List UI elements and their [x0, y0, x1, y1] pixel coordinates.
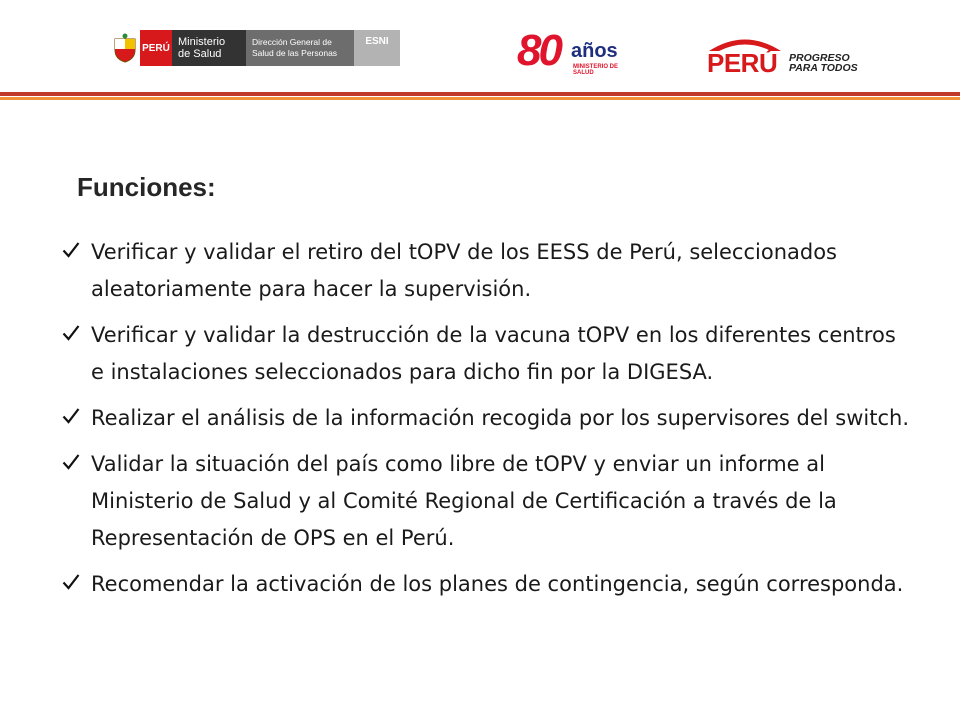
minsa-logo	[110, 30, 400, 66]
divider-red	[0, 92, 960, 96]
minsa-unit: ESNI	[354, 30, 400, 66]
government-logo	[703, 34, 878, 78]
list-item	[62, 400, 912, 437]
government-motto	[789, 53, 858, 73]
list-item-text: Verificar y validar la destrucción de la vacuna tOPV en los diferentes centros e instalaciones seleccionados para dicho fin por la DIGESA.	[91, 323, 896, 384]
functions-list	[62, 234, 912, 612]
list-item	[62, 446, 912, 557]
list-item	[62, 234, 912, 308]
page-title: Funciones:	[77, 172, 216, 202]
list-item	[62, 566, 912, 603]
anniversary-number: 80	[517, 26, 560, 75]
list-item-text: Realizar el análisis de la información recogida por los supervisores del switch.	[91, 406, 910, 430]
checkmark-icon	[62, 241, 80, 259]
minsa-direction: Dirección General de Salud de las Personas	[246, 30, 354, 66]
anniversary-word: años	[571, 40, 618, 62]
divider-orange	[0, 97, 960, 100]
list-item	[62, 317, 912, 391]
header-logos	[0, 0, 960, 100]
minsa-ministry: Ministerio de Salud	[172, 30, 246, 66]
list-item-text: Recomendar la activación de los planes de contingencia, según corresponda.	[91, 572, 904, 596]
list-item-text: Verificar y validar el retiro del tOPV de los EESS de Perú, seleccionados aleatoriamente para hacer la supervisión.	[91, 240, 838, 301]
government-country: PERÚ	[707, 48, 778, 78]
anniversary-sub: MINISTERIO DE SALUD	[573, 64, 619, 76]
checkmark-icon	[62, 453, 80, 471]
motto-line-1: PROGRESO	[789, 52, 850, 64]
checkmark-icon	[62, 324, 80, 342]
minsa-country: PERÚ	[140, 30, 172, 66]
anniversary-logo	[515, 28, 623, 80]
motto-line-2: PARA TODOS	[789, 62, 858, 74]
list-item-text: Validar la situación del país como libre de tOPV y enviar un informe al Ministerio de Salud y al Comité Regional de Certificación a través de la Representación de OPS en el Perú.	[91, 452, 837, 550]
checkmark-icon	[62, 407, 80, 425]
coat-of-arms-icon	[110, 30, 140, 66]
checkmark-icon	[62, 573, 80, 591]
